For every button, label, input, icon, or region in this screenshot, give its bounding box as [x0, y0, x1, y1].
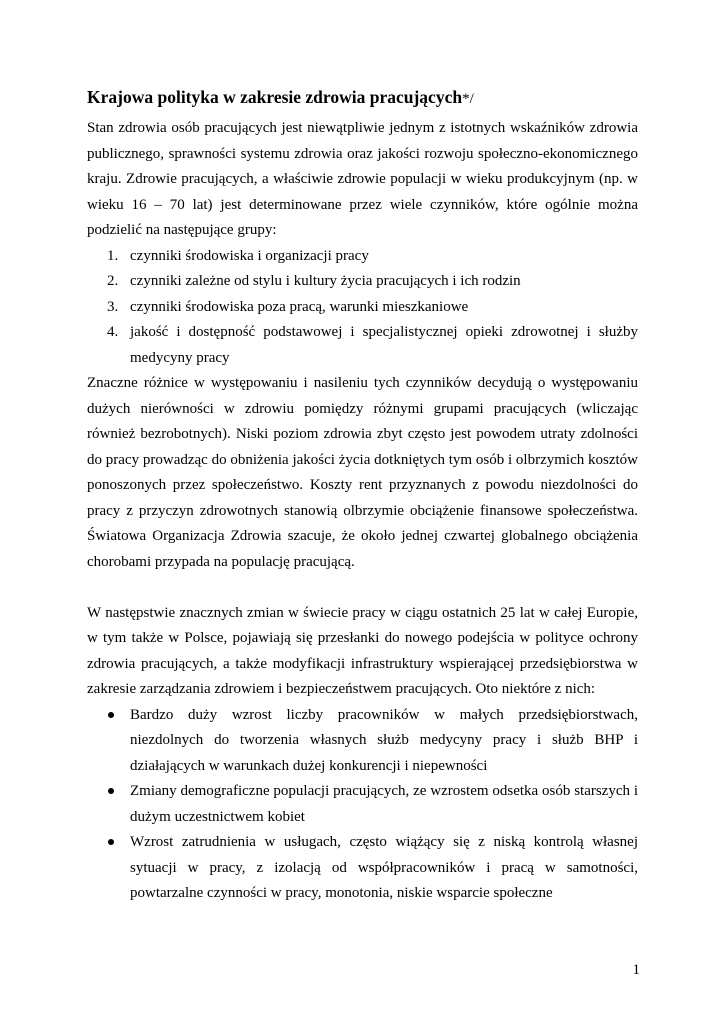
bullet-list — [87, 703, 638, 907]
footnote-marker: */ — [462, 91, 474, 107]
bullet-icon — [108, 788, 114, 794]
list-number: 4. — [107, 324, 119, 340]
list-item-text: czynniki środowiska i organizacji pracy — [130, 247, 369, 264]
document-body — [87, 116, 638, 907]
list-item-text: czynniki zależne od stylu i kultury życia pracujących i ich rodzin — [130, 273, 521, 289]
list-item — [87, 295, 638, 321]
paragraph-inequalities: Znaczne różnice w występowaniu i nasileniu tych czynników decydują o występowaniu dużych nierówności w zdrowiu pomiędzy różnymi grupami pracujących (wliczając również bezrobotnych). Niski poziom zdrowia zbyt często jest powodem utraty zdolności do pracy prowadząc do obniżenia jakości życia dotkniętych tym osób i olbrzymich kosztów ponoszonych przez społeczeństwo. Koszty rent przyznanych z powodu niezdolności do pracy z przyczyn zdrowotnych stanowią olbrzymie obciążenie finansowe społeczeństwa. Światowa Organizacja Zdrowia szacuje, że około jednej czwartej globalnego obciążenia chorobami przypada na populację pracującą. — [87, 375, 638, 570]
list-item — [87, 320, 638, 371]
bullet-icon — [108, 712, 114, 718]
list-number: 3. — [107, 298, 119, 315]
numbered-list — [87, 244, 638, 372]
list-item — [87, 269, 638, 295]
bullet-icon — [108, 839, 114, 845]
document-title — [87, 86, 647, 110]
page-number: 1 — [632, 962, 640, 978]
list-number: 1. — [107, 247, 119, 264]
bullet-item — [87, 830, 638, 907]
list-item-text: czynniki środowiska poza pracą, warunki mieszkaniowe — [130, 298, 469, 315]
bullet-item — [87, 779, 638, 830]
title-text: Krajowa polityka w zakresie zdrowia pracujących — [87, 87, 463, 107]
paragraph-intro: Stan zdrowia osób pracujących jest niewątpliwie jednym z istotnych wskaźników zdrowia publicznego, sprawności systemu zdrowia oraz jakości rozwoju społeczno-ekonomicznego kraju. Zdrowie pracujących, a właściwie zdrowie populacji w wieku produkcyjnym (np. w wieku 16 – 70 lat) jest determinowane przez wiele czynników, które ogólnie można podzielić na następujące grupy: — [87, 120, 638, 238]
paragraph-changes: W następstwie znacznych zmian w świecie pracy w ciągu ostatnich 25 lat w całej Europie, w tym także w Polsce, pojawiają się przesłanki do nowego podejścia w polityce ochrony zdrowia pracujących, a także modyfikacji infrastruktury wspierającej przedsiębiorstwa w zakresie zarządzania zdrowiem i bezpieczeństwem pracujących. Oto niektóre z nich: — [87, 604, 638, 697]
list-item-text: jakość i dostępność podstawowej i specjalistycznej opieki zdrowotnej i służby medycyny pracy — [130, 324, 638, 366]
list-number: 2. — [107, 273, 119, 289]
bullet-item — [87, 703, 638, 780]
bullet-text: Wzrost zatrudnienia w usługach, często wiążący się z niską kontrolą własnej sytuacji w pracy, z izolacją od współpracowników i pracą w samotności, powtarzalne czynności w pracy, monotonia, niskie wsparcie społeczne — [130, 834, 638, 901]
list-item — [87, 244, 638, 270]
bullet-text: Zmiany demograficzne populacji pracujących, ze wzrostem odsetka osób starszych i dużym uczestnictwem kobiet — [130, 783, 638, 825]
bullet-text: Bardzo duży wzrost liczby pracowników w małych przedsiębiorstwach, niezdolnych do tworzenia własnych służb medycyny pracy i służb BHP i działających w warunkach dużej konkurencji i niepewności — [130, 706, 638, 774]
